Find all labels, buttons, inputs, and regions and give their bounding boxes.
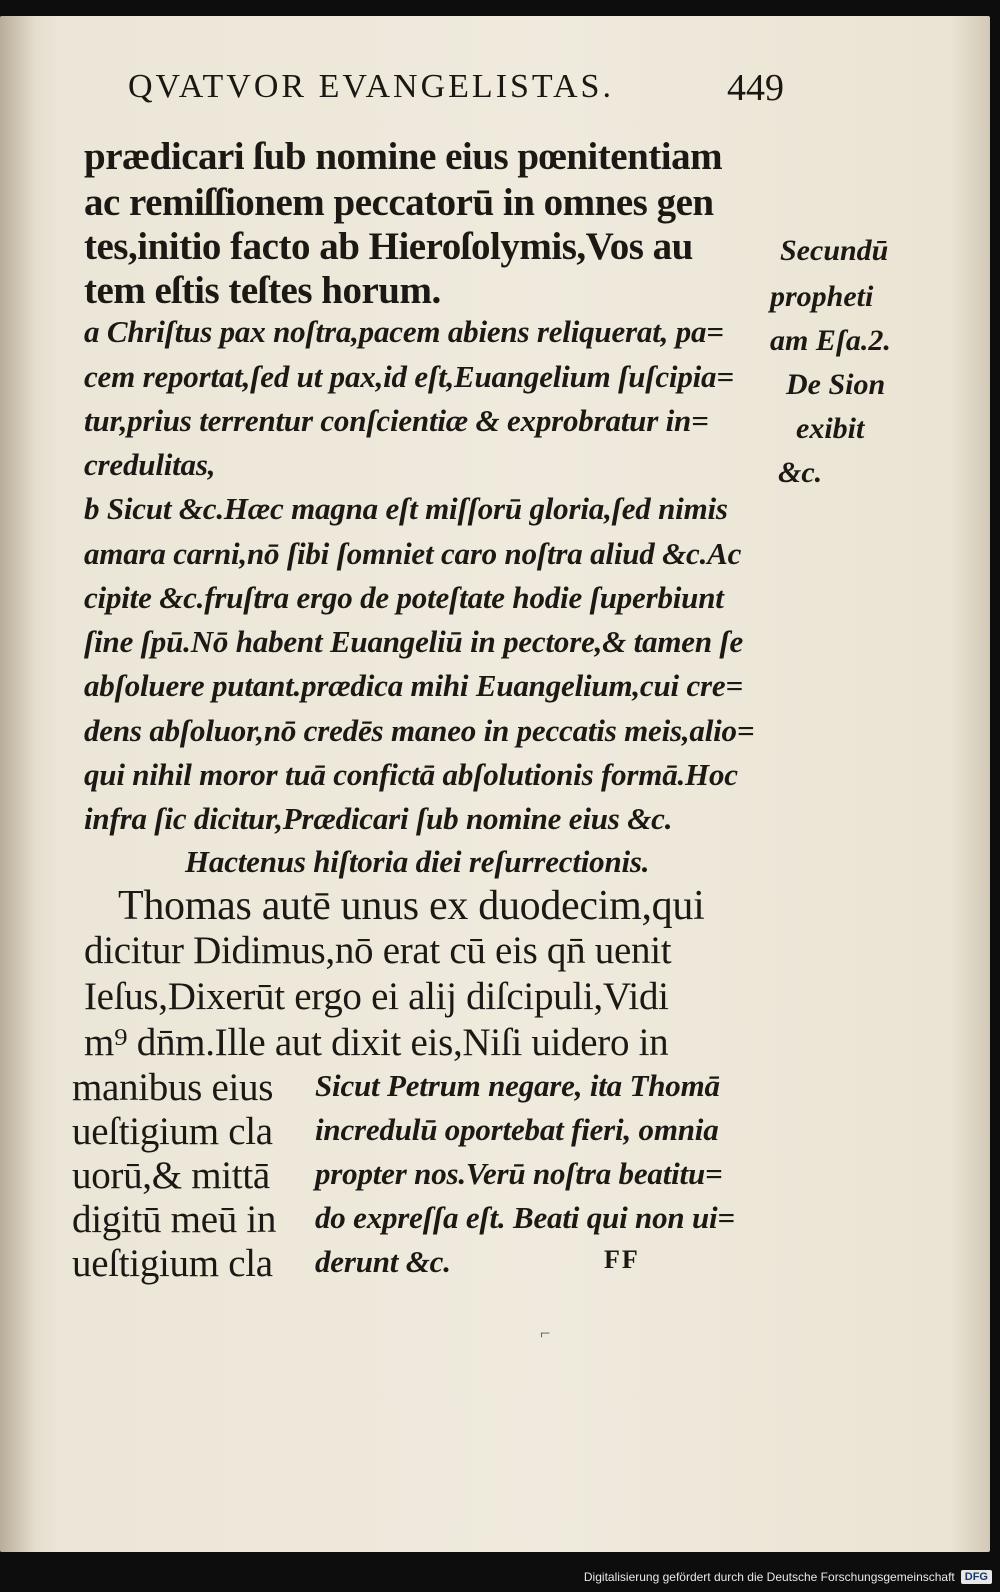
main-text-line: dicitur Didimus,nō erat cū eis qn̄ uenit (84, 929, 672, 972)
book-page (0, 16, 990, 1552)
commentary-line: dens abſoluor,nō credēs maneo in peccatis meis,alio= (84, 713, 755, 748)
main-text-line: tes,initio facto ab Hieroſolymis,Vos au (84, 225, 693, 268)
margin-note-line: exibit (796, 412, 865, 445)
left-column-line: ueſtigium cla (72, 1110, 273, 1153)
digitization-footer (584, 1566, 992, 1588)
inset-note-line: incredulū oportebat fieri, omnia (315, 1112, 719, 1147)
commentary-line: amara carni,nō ſibi ſomniet caro noſtra aliud &c.Ac (84, 536, 742, 571)
inset-note-line: derunt &c. (315, 1244, 451, 1279)
main-text-line: Thomas autē unus ex duodecim,qui (118, 883, 705, 929)
main-text-line: prædicari ſub nomine eius pœnitentiam (84, 135, 723, 178)
commentary-line: infra ſic dicitur,Prædicari ſub nomine eius &c. (84, 801, 673, 836)
running-head: QVATVOR EVANGELISTAS. (128, 68, 614, 105)
left-column-line: ueſtigium cla (72, 1242, 273, 1285)
margin-note-line: propheti (770, 280, 874, 313)
main-text-line: ac remiſſionem peccatorū in omnes gen (84, 181, 714, 224)
margin-note-line: Secundū (780, 234, 889, 267)
inset-note-line: do expreſſa eſt. Beati qui non ui= (315, 1200, 735, 1235)
main-text-line: m⁹ dn̄m.Ille aut dixit eis,Niſi uidero in (84, 1021, 669, 1064)
inset-note-line: propter nos.Verū noſtra beatitu= (315, 1156, 723, 1191)
margin-note-line: am Eſa.2. (770, 324, 891, 357)
ink-speck: ⌐ (540, 1323, 551, 1343)
commentary-line: qui nihil moror tuā confictā abſolutionis formā.Hoc (84, 757, 738, 792)
commentary-line: ſine ſpū.Nō habent Euangeliū in pectore,& tamen ſe (84, 624, 744, 659)
commentary-line: cipite &c.fruſtra ergo de poteſtate hodie ſuperbiunt (84, 580, 724, 615)
page-header (0, 62, 990, 112)
left-column-line: manibus eius (72, 1066, 274, 1109)
commentary-line: a Chriſtus pax noſtra,pacem abiens reliquerat, pa= (84, 314, 724, 349)
page-number: 449 (727, 67, 784, 109)
main-text-line: tem eſtis teſtes horum. (84, 269, 441, 312)
signature-mark: FF (604, 1245, 640, 1274)
commentary-line: credulitas, (84, 447, 216, 482)
commentary-line: cem reportat,ſed ut pax,id eſt,Euangelium ſuſcipia= (84, 359, 734, 394)
left-column-line: uorū,& mittā (72, 1154, 270, 1197)
left-column-line: digitū meū in (72, 1198, 277, 1241)
section-heading: Hactenus hiſtoria diei reſurrectionis. (185, 844, 650, 879)
margin-note-line: De Sion (786, 368, 886, 401)
main-text-line: Ieſus,Dixerūt ergo ei alij diſcipuli,Vidi (84, 975, 669, 1018)
footer-credit: Digitalisierung gefördert durch die Deutsche Forschungsgemeinschaft (583, 1570, 955, 1584)
commentary-line: abſoluere putant.prædica mihi Euangelium,cui cre= (84, 668, 743, 703)
inset-note-line: Sicut Petrum negare, ita Thomā (315, 1068, 720, 1103)
commentary-line: b Sicut &c.Hæc magna eſt miſſorū gloria,ſed nimis (84, 491, 728, 526)
commentary-line: tur,prius terrentur conſcientiæ & exprobratur in= (84, 403, 709, 438)
dfg-logo: DFG (961, 1570, 992, 1584)
margin-note-line: &c. (778, 456, 823, 489)
